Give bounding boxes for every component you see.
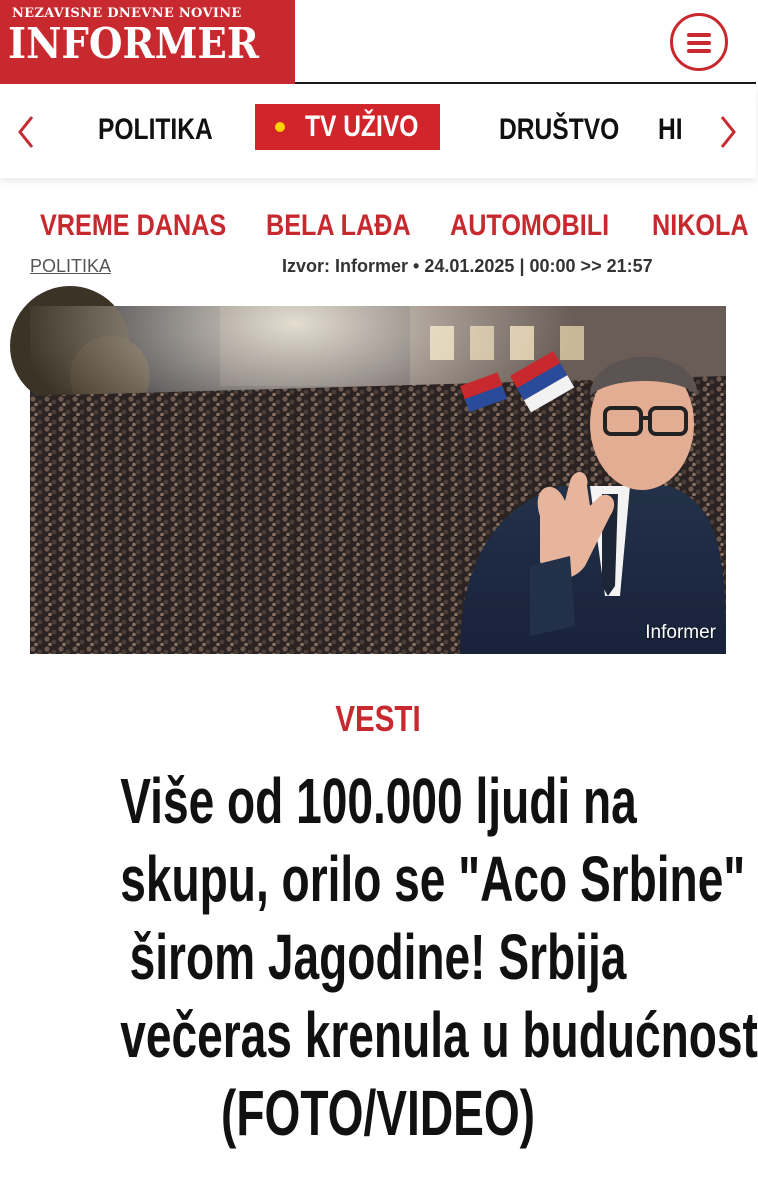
hero-photo [30,306,726,654]
headline-line: (FOTO/VIDEO) [220,1077,536,1149]
logo-title: INFORMER [8,19,259,68]
live-dot-icon [275,122,285,132]
hero-image[interactable] [30,306,726,654]
nav-item-politika[interactable]: POLITIKA [98,113,213,146]
site-header [0,0,756,84]
photo-credit: Informer [645,622,716,643]
headline-line: večeras krenula u budućnost [120,999,758,1071]
chevron-left-icon[interactable] [14,114,38,150]
nav-item-label: TV UŽIVO [305,110,419,143]
subnav-item-automobili[interactable]: AUTOMOBILI [450,209,610,242]
meta-date: 24.01.2025 [424,256,515,276]
headline-line: Više od 100.000 ljudi na [120,765,637,837]
category-nav [0,86,756,178]
meta-source: Izvor: Informer [282,256,409,276]
site-logo[interactable] [0,0,295,84]
meta-info: Izvor: Informer • 24.01.2025 | 00:00 >> 21:57 [282,256,653,276]
subnav-item-vreme-danas[interactable]: VREME DANAS [40,209,227,242]
meta-category-link[interactable]: POLITIKA [30,256,112,276]
article-category[interactable] [0,698,756,740]
hamburger-menu-icon[interactable] [670,13,728,71]
topic-nav [0,196,756,256]
article-headline [20,762,758,1152]
nav-item-drustvo[interactable]: DRUŠTVO [499,113,620,146]
article-category-label: VESTI [335,698,421,739]
headline-line: širom Jagodine! Srbija [129,921,627,993]
meta-time: 00:00 >> 21:57 [529,256,653,276]
chevron-right-icon[interactable] [716,114,740,150]
logo-subtitle: NEZAVISNE DNEVNE NOVINE [12,6,242,21]
nav-item-partial[interactable]: HI [658,113,683,146]
nav-item-tv-uzivo[interactable] [255,104,440,150]
article-meta [0,256,756,282]
headline-line: skupu, orilo se "Aco Srbine" [120,843,746,915]
subnav-item-bela-lada[interactable]: BELA LAĐA [266,209,411,242]
subnav-item-nikola[interactable]: NIKOLA [652,209,749,242]
